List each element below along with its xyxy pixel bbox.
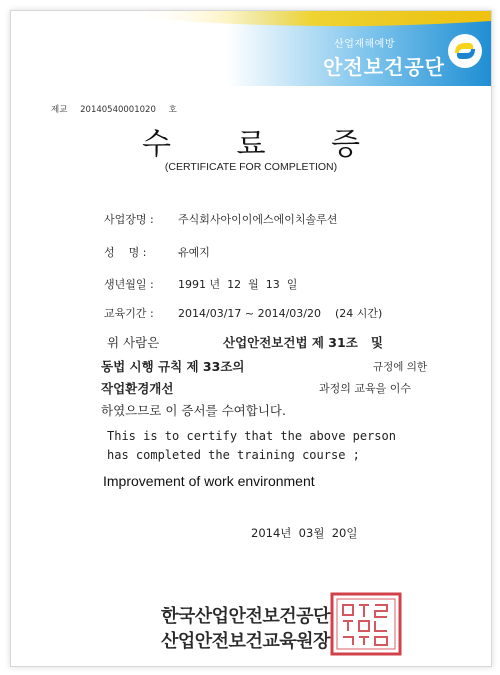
period-value: 2014/03/17 ~ 2014/03/20 (24 시간) [178,307,383,320]
official-seal-icon [329,591,403,657]
brand-subtitle: 산업재해예방 [334,39,395,50]
brand-name: 안전보건공단 [323,55,445,79]
certificate-number [51,103,187,115]
issue-date: 2014년 03월 20일 [251,526,358,540]
course-name-en: Improvement of work environment [103,473,315,489]
body-en-line2: has completed the training course ; [107,448,360,462]
kosha-logo-icon [447,33,483,69]
company-field [104,211,337,227]
period-label: 교육기간 : [104,307,154,320]
law-name: 산업안전보건법 제 31조 및 [223,335,383,350]
body-ko-line4: 하였으므로 이 증서를 수여합니다. [101,403,286,418]
name-value: 유예지 [178,246,210,259]
certificate-subtitle: (CERTIFICATE FOR COMPLETION) [164,161,338,173]
issuer-line1: 한국산업안전보건공단 [161,606,330,627]
company-label: 사업장명 : [104,213,154,226]
birth-field [104,276,297,292]
cert-no-value: 20140540001020 [80,105,156,115]
rule-name: 동법 시행 규칙 제 33조의 [101,359,245,374]
certificate-title: 수 료 증 [141,127,388,162]
course-name-ko: 작업환경개선 [101,381,174,396]
issuer-line2: 산업안전보건교육원장 [161,631,330,652]
company-value: 주식회사아이이에스에이치솔루션 [178,213,338,226]
birth-value: 1991 년 12 월 13 일 [178,278,298,291]
body-en-line1: This is to certify that the above person [107,429,396,443]
body-ko-line3-b: 과정의 교육을 이수 [319,382,412,395]
body-ko-line2 [101,357,441,375]
period-field [104,305,382,321]
body-ko-line1-a: 위 사람은 [107,335,160,350]
body-ko-line1 [101,333,441,351]
cert-no-label: 제교 [51,105,68,115]
body-ko-line3 [101,379,441,397]
body-ko-line2-b: 규정에 의한 [373,361,428,373]
header-banner [11,11,491,86]
name-field [104,244,210,260]
certificate-frame [10,10,492,667]
birth-label: 생년월일 : [104,278,154,291]
cert-no-suffix: 호 [168,105,177,115]
name-label: 성 명 : [104,246,147,259]
